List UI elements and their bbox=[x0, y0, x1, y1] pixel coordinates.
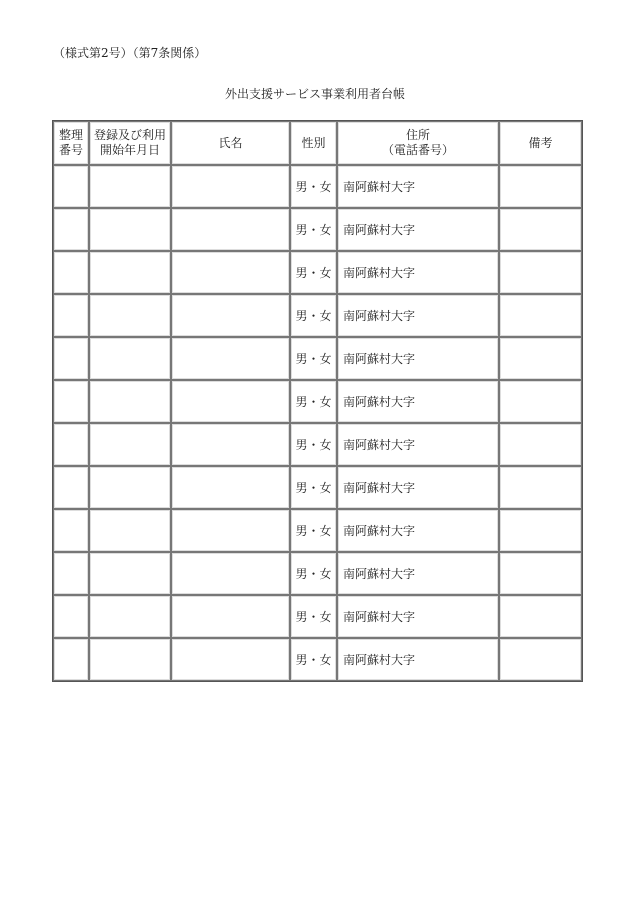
cell-name[interactable] bbox=[171, 595, 290, 638]
table-row bbox=[53, 294, 582, 337]
cell-address[interactable]: 南阿蘇村大字 bbox=[337, 165, 499, 208]
cell-number[interactable] bbox=[53, 294, 89, 337]
cell-sex[interactable]: 男・女 bbox=[290, 208, 337, 251]
cell-address[interactable]: 南阿蘇村大字 bbox=[337, 552, 499, 595]
cell-name[interactable] bbox=[171, 509, 290, 552]
cell-address[interactable]: 南阿蘇村大字 bbox=[337, 638, 499, 681]
cell-registration-date[interactable] bbox=[89, 208, 171, 251]
cell-number[interactable] bbox=[53, 595, 89, 638]
cell-registration-date[interactable] bbox=[89, 595, 171, 638]
cell-name[interactable] bbox=[171, 165, 290, 208]
user-register-table bbox=[52, 120, 583, 682]
header-sex: 性別 bbox=[290, 121, 337, 165]
cell-address[interactable]: 南阿蘇村大字 bbox=[337, 380, 499, 423]
table-row bbox=[53, 337, 582, 380]
cell-notes[interactable] bbox=[499, 595, 582, 638]
cell-notes[interactable] bbox=[499, 423, 582, 466]
cell-sex[interactable]: 男・女 bbox=[290, 552, 337, 595]
cell-notes[interactable] bbox=[499, 251, 582, 294]
table-row bbox=[53, 165, 582, 208]
table-row bbox=[53, 552, 582, 595]
cell-notes[interactable] bbox=[499, 552, 582, 595]
cell-name[interactable] bbox=[171, 466, 290, 509]
header-address-line1: 住所 bbox=[405, 128, 430, 142]
cell-name[interactable] bbox=[171, 294, 290, 337]
header-number-line2: 番号 bbox=[58, 143, 83, 157]
cell-sex[interactable]: 男・女 bbox=[290, 380, 337, 423]
cell-address[interactable]: 南阿蘇村大字 bbox=[337, 423, 499, 466]
cell-sex[interactable]: 男・女 bbox=[290, 165, 337, 208]
cell-sex[interactable]: 男・女 bbox=[290, 509, 337, 552]
table-row bbox=[53, 208, 582, 251]
cell-sex[interactable]: 男・女 bbox=[290, 251, 337, 294]
cell-notes[interactable] bbox=[499, 208, 582, 251]
document-title: 外出支援サービス事業利用者台帳 bbox=[224, 87, 405, 101]
header-address bbox=[337, 121, 499, 165]
cell-sex[interactable]: 男・女 bbox=[290, 294, 337, 337]
cell-registration-date[interactable] bbox=[89, 294, 171, 337]
table-row bbox=[53, 509, 582, 552]
cell-registration-date[interactable] bbox=[89, 552, 171, 595]
form-reference: （様式第2号）（第7条関係） bbox=[53, 46, 207, 60]
cell-sex[interactable]: 男・女 bbox=[290, 466, 337, 509]
cell-address[interactable]: 南阿蘇村大字 bbox=[337, 294, 499, 337]
cell-number[interactable] bbox=[53, 251, 89, 294]
cell-number[interactable] bbox=[53, 423, 89, 466]
cell-notes[interactable] bbox=[499, 380, 582, 423]
cell-notes[interactable] bbox=[499, 509, 582, 552]
cell-address[interactable]: 南阿蘇村大字 bbox=[337, 466, 499, 509]
cell-number[interactable] bbox=[53, 466, 89, 509]
cell-name[interactable] bbox=[171, 552, 290, 595]
cell-sex[interactable]: 男・女 bbox=[290, 595, 337, 638]
cell-registration-date[interactable] bbox=[89, 337, 171, 380]
cell-address[interactable]: 南阿蘇村大字 bbox=[337, 337, 499, 380]
cell-name[interactable] bbox=[171, 638, 290, 681]
cell-sex[interactable]: 男・女 bbox=[290, 638, 337, 681]
cell-number[interactable] bbox=[53, 380, 89, 423]
cell-registration-date[interactable] bbox=[89, 509, 171, 552]
cell-number[interactable] bbox=[53, 337, 89, 380]
cell-address[interactable]: 南阿蘇村大字 bbox=[337, 595, 499, 638]
cell-address[interactable]: 南阿蘇村大字 bbox=[337, 509, 499, 552]
cell-name[interactable] bbox=[171, 337, 290, 380]
cell-sex[interactable]: 男・女 bbox=[290, 423, 337, 466]
cell-sex[interactable]: 男・女 bbox=[290, 337, 337, 380]
header-address-line2: （電話番号） bbox=[381, 143, 454, 157]
header-number bbox=[53, 121, 89, 165]
table-row bbox=[53, 380, 582, 423]
header-name: 氏名 bbox=[171, 121, 290, 165]
cell-notes[interactable] bbox=[499, 638, 582, 681]
cell-number[interactable] bbox=[53, 509, 89, 552]
header-notes: 備考 bbox=[499, 121, 582, 165]
table-row bbox=[53, 638, 582, 681]
cell-registration-date[interactable] bbox=[89, 380, 171, 423]
header-date-line2: 開始年月日 bbox=[99, 143, 160, 157]
cell-notes[interactable] bbox=[499, 165, 582, 208]
cell-registration-date[interactable] bbox=[89, 251, 171, 294]
cell-name[interactable] bbox=[171, 423, 290, 466]
cell-registration-date[interactable] bbox=[89, 423, 171, 466]
cell-notes[interactable] bbox=[499, 294, 582, 337]
table-header-row bbox=[53, 121, 582, 165]
cell-name[interactable] bbox=[171, 380, 290, 423]
cell-number[interactable] bbox=[53, 638, 89, 681]
cell-notes[interactable] bbox=[499, 466, 582, 509]
cell-number[interactable] bbox=[53, 552, 89, 595]
cell-address[interactable]: 南阿蘇村大字 bbox=[337, 251, 499, 294]
table-row bbox=[53, 251, 582, 294]
cell-notes[interactable] bbox=[499, 337, 582, 380]
cell-registration-date[interactable] bbox=[89, 638, 171, 681]
table-row bbox=[53, 466, 582, 509]
cell-name[interactable] bbox=[171, 208, 290, 251]
cell-number[interactable] bbox=[53, 165, 89, 208]
header-date-line1: 登録及び利用 bbox=[93, 128, 166, 142]
cell-name[interactable] bbox=[171, 251, 290, 294]
cell-registration-date[interactable] bbox=[89, 165, 171, 208]
table-row bbox=[53, 423, 582, 466]
table-row bbox=[53, 595, 582, 638]
cell-number[interactable] bbox=[53, 208, 89, 251]
header-number-line1: 整理 bbox=[58, 128, 83, 142]
cell-registration-date[interactable] bbox=[89, 466, 171, 509]
header-registration-date bbox=[89, 121, 171, 165]
cell-address[interactable]: 南阿蘇村大字 bbox=[337, 208, 499, 251]
